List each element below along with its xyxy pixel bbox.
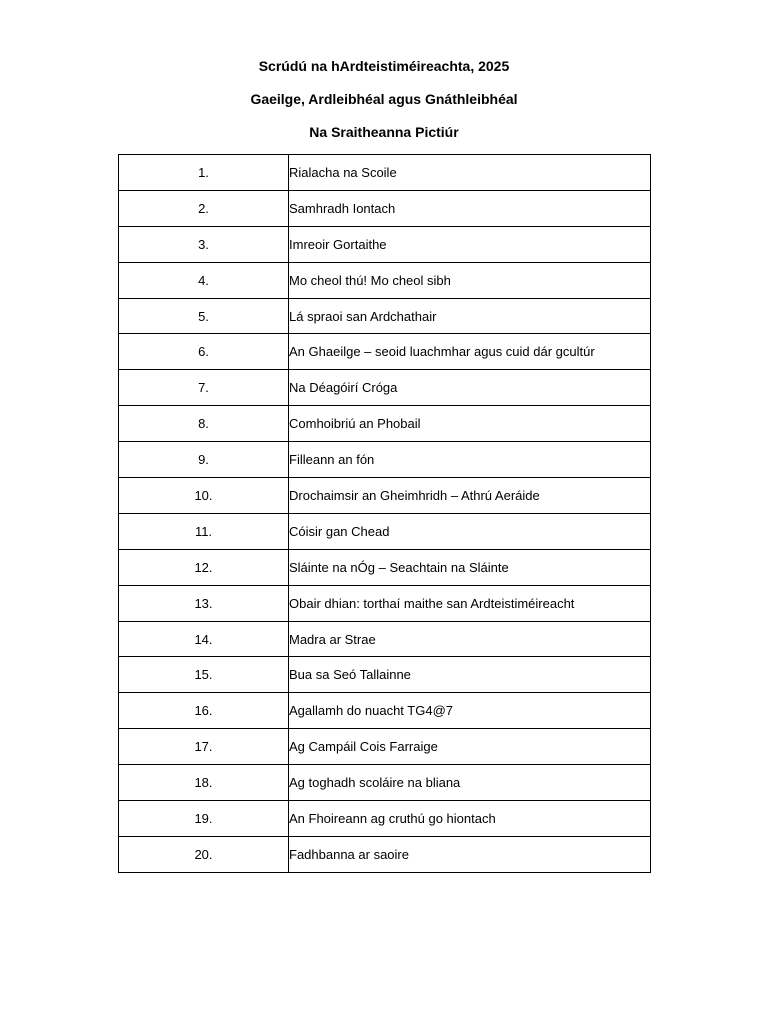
topic-title: Madra ar Strae: [289, 621, 651, 657]
topic-title: Na Déagóirí Cróga: [289, 370, 651, 406]
topic-number: 20.: [119, 836, 289, 872]
topic-number: 11.: [119, 513, 289, 549]
topic-number: 7.: [119, 370, 289, 406]
table-row: [119, 585, 651, 621]
topic-number: 6.: [119, 334, 289, 370]
topic-title: Cóisir gan Chead: [289, 513, 651, 549]
table-row: [119, 406, 651, 442]
topic-title: Ag toghadh scoláire na bliana: [289, 765, 651, 801]
table-row: [119, 513, 651, 549]
topic-number: 5.: [119, 298, 289, 334]
topic-title: Filleann an fón: [289, 442, 651, 478]
topic-title: Agallamh do nuacht TG4@7: [289, 693, 651, 729]
topic-number: 3.: [119, 226, 289, 262]
topic-title: An Ghaeilge – seoid luachmhar agus cuid dár gcultúr: [289, 334, 651, 370]
table-row: [119, 334, 651, 370]
table-row: [119, 657, 651, 693]
table-row: [119, 801, 651, 837]
topic-number: 18.: [119, 765, 289, 801]
topic-title: Drochaimsir an Gheimhridh – Athrú Aeráide: [289, 478, 651, 514]
table-row: [119, 836, 651, 872]
table-row: [119, 765, 651, 801]
topic-title: An Fhoireann ag cruthú go hiontach: [289, 801, 651, 837]
table-row: [119, 693, 651, 729]
topic-number: 15.: [119, 657, 289, 693]
topic-number: 16.: [119, 693, 289, 729]
topic-title: Samhradh Iontach: [289, 190, 651, 226]
topic-number: 12.: [119, 549, 289, 585]
table-row: [119, 190, 651, 226]
topic-title: Bua sa Seó Tallainne: [289, 657, 651, 693]
topic-title: Mo cheol thú! Mo cheol sibh: [289, 262, 651, 298]
table-row: [119, 262, 651, 298]
table-row: [119, 478, 651, 514]
table-row: [119, 370, 651, 406]
document-title: Scrúdú na hArdteistiméireachta, 2025: [258, 58, 510, 74]
picture-series-table: [118, 154, 651, 873]
topic-number: 2.: [119, 190, 289, 226]
topic-number: 8.: [119, 406, 289, 442]
topic-number: 10.: [119, 478, 289, 514]
table-row: [119, 549, 651, 585]
table-row: [119, 226, 651, 262]
topic-title: Sláinte na nÓg – Seachtain na Sláinte: [289, 549, 651, 585]
topic-title: Imreoir Gortaithe: [289, 226, 651, 262]
document-subtitle: Gaeilge, Ardleibhéal agus Gnáthleibhéal: [250, 91, 518, 107]
topic-number: 19.: [119, 801, 289, 837]
topic-title: Fadhbanna ar saoire: [289, 836, 651, 872]
table-row: [119, 155, 651, 191]
topic-title: Obair dhian: torthaí maithe san Ardteistiméireacht: [289, 585, 651, 621]
topic-title: Lá spraoi san Ardchathair: [289, 298, 651, 334]
topic-number: 17.: [119, 729, 289, 765]
topic-number: 13.: [119, 585, 289, 621]
picture-series-table-body: [119, 155, 651, 873]
table-row: [119, 729, 651, 765]
topic-title: Comhoibriú an Phobail: [289, 406, 651, 442]
topic-number: 1.: [119, 155, 289, 191]
table-row: [119, 298, 651, 334]
topic-number: 4.: [119, 262, 289, 298]
table-row: [119, 442, 651, 478]
topic-number: 14.: [119, 621, 289, 657]
table-row: [119, 621, 651, 657]
topic-title: Rialacha na Scoile: [289, 155, 651, 191]
topic-number: 9.: [119, 442, 289, 478]
topic-title: Ag Campáil Cois Farraige: [289, 729, 651, 765]
document-section-title: Na Sraitheanna Pictiúr: [309, 124, 459, 140]
